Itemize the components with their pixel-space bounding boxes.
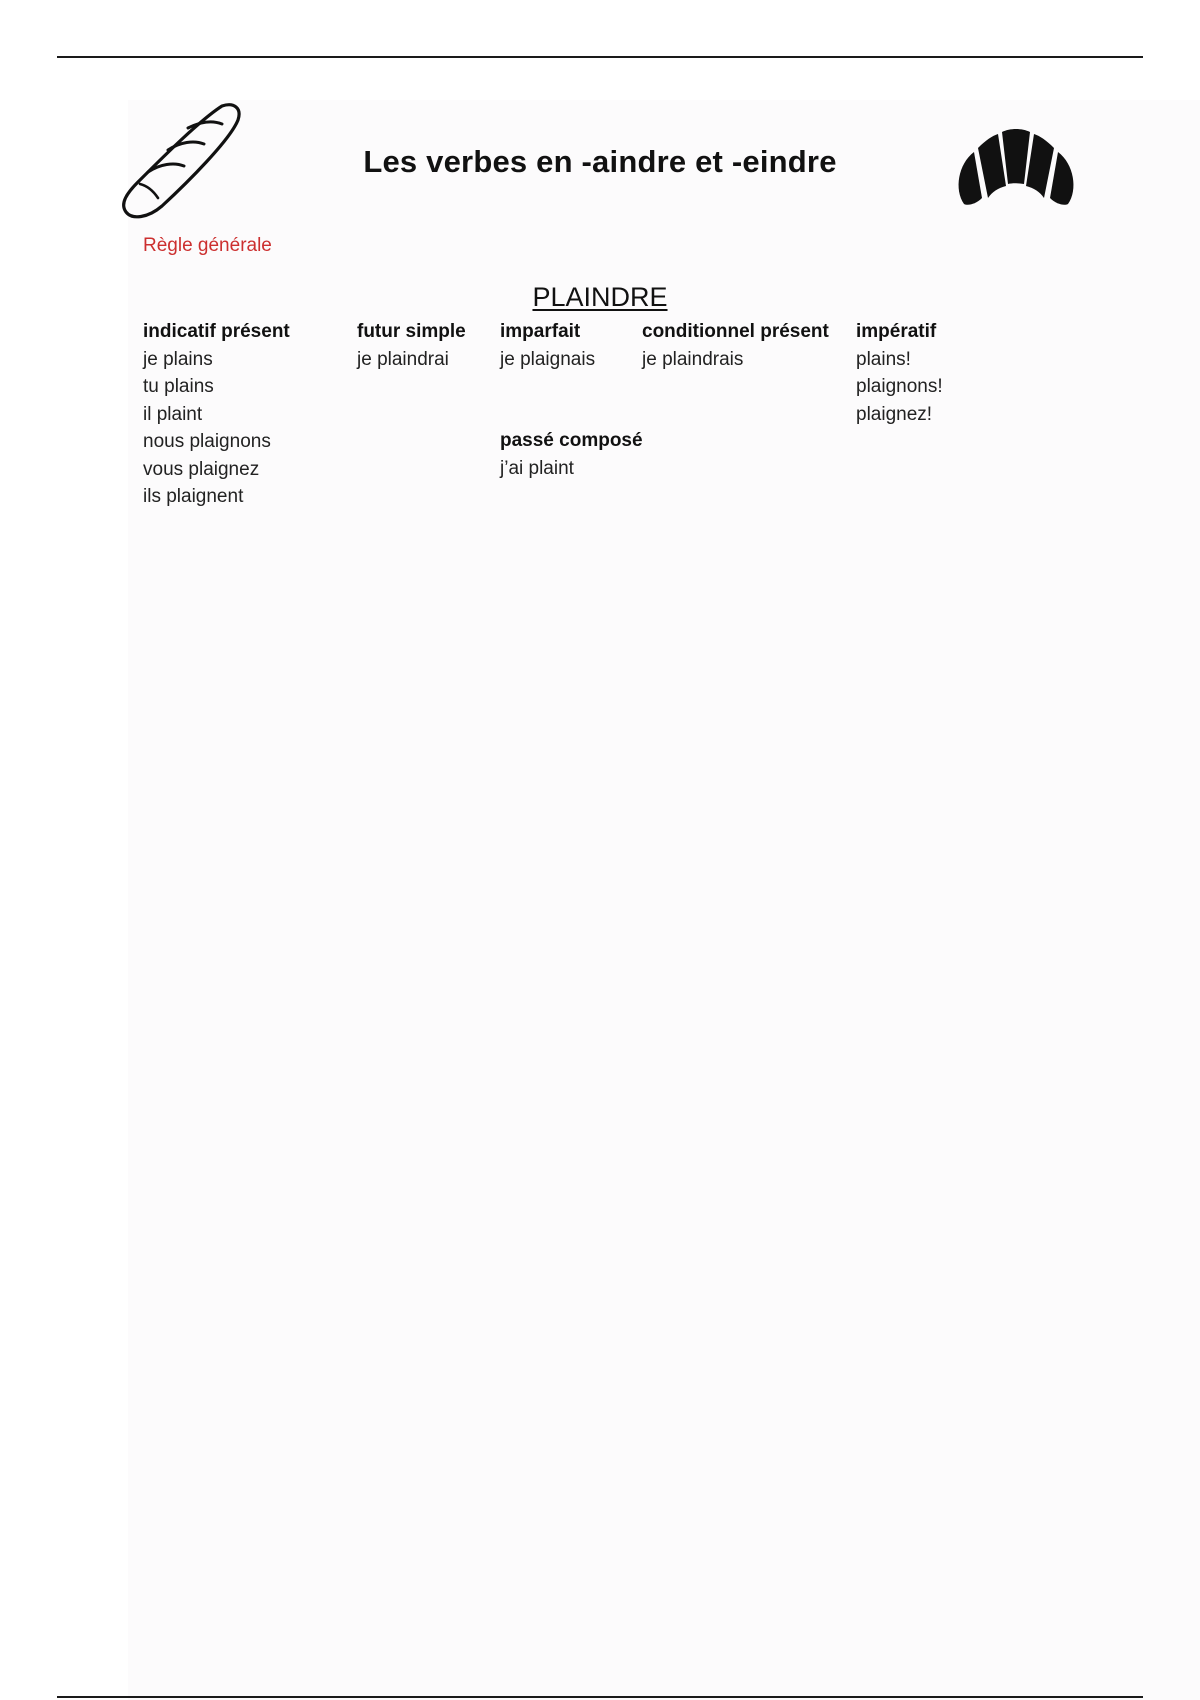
top-rule [57, 56, 1143, 58]
conjugation-form: il plaint [143, 403, 203, 425]
tense-heading: indicatif présent [143, 321, 290, 342]
conjugation-form: plaignons! [856, 376, 943, 397]
conjugation-form: plains! [856, 348, 911, 370]
verb-heading: PLAINDRE [532, 282, 668, 312]
conjugation-form: nous plaignons [143, 431, 271, 452]
conjugation-form: vous plaignez [143, 458, 260, 480]
conjugation-form: je plaignais [500, 348, 596, 370]
tense-indicatif-present [143, 318, 290, 511]
croissant-icon [952, 112, 1080, 208]
tense-heading: imparfait [500, 321, 581, 342]
conjugation-form: je plains [143, 348, 213, 370]
conjugation-form: ils plaignent [143, 486, 244, 507]
tense-heading: futur simple [357, 321, 466, 342]
bottom-rule [57, 1696, 1143, 1698]
tense-conditionnel-present [642, 318, 829, 373]
page-title: Les verbes en -aindre et -eindre [363, 144, 837, 179]
tense-heading: impératif [856, 321, 937, 342]
tense-imparfait [500, 318, 595, 373]
conjugation-form: je plaindrais [642, 348, 744, 370]
conjugation-form: j’ai plaint [500, 457, 574, 479]
tense-heading: passé composé [500, 430, 643, 451]
conjugation-form: plaignez! [856, 403, 933, 425]
tense-imperatif [856, 318, 943, 428]
conjugation-form: tu plains [143, 376, 214, 397]
tense-passe-compose [500, 427, 643, 482]
rule-link[interactable]: Règle générale [143, 235, 272, 256]
tense-futur-simple [357, 318, 466, 373]
tense-heading: conditionnel présent [642, 321, 829, 342]
conjugation-form: je plaindrai [357, 348, 449, 370]
baguette-icon [118, 98, 248, 223]
